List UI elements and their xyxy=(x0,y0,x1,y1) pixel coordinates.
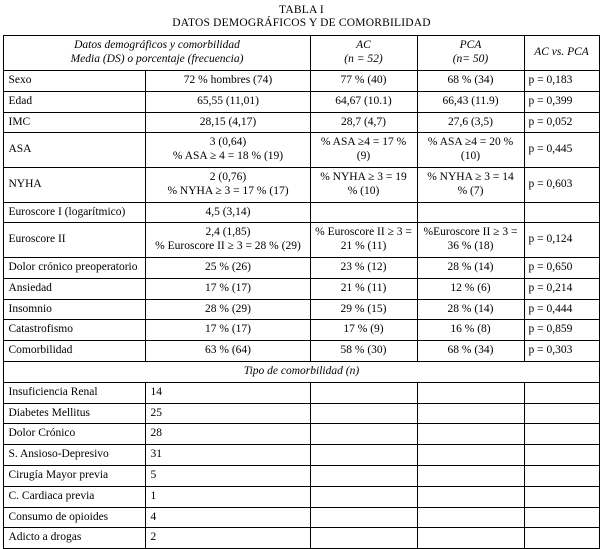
comorb-label-consumo-opioides: Consumo de opioides xyxy=(4,507,146,528)
cell-asa-ac: % ASA ≥4 = 17 % (9) xyxy=(310,133,417,168)
table-row xyxy=(4,320,599,341)
header-ac-line2: (n = 52) xyxy=(344,53,383,66)
spacer-cell xyxy=(524,382,599,403)
table-row xyxy=(4,507,599,528)
cell-insomnio-total: 28 % (29) xyxy=(146,299,310,320)
cell-imc-p: p = 0,052 xyxy=(524,112,599,133)
cell-imc-pca: 27,6 (3,5) xyxy=(417,112,524,133)
comorb-label-dolor-cronico: Dolor Crónico xyxy=(4,424,146,445)
spacer-cell xyxy=(310,382,417,403)
comorb-value-adicto-drogas: 2 xyxy=(146,528,310,549)
header-ac-line1: AC xyxy=(356,39,371,52)
table-row xyxy=(4,223,599,258)
comorb-label-insuficiencia-renal: Insuficiencia Renal xyxy=(4,382,146,403)
spacer-cell xyxy=(524,424,599,445)
comorb-value-cardiaca-previa: 1 xyxy=(146,486,310,507)
row-label-insomnio: Insomnio xyxy=(4,299,146,320)
header-comparison: AC vs. PCA xyxy=(524,36,599,71)
row-label-ansiedad: Ansiedad xyxy=(4,278,146,299)
table-caption: DATOS DEMOGRÁFICOS Y DE COMORBILIDAD xyxy=(172,17,431,30)
table-row xyxy=(4,168,599,203)
cell-comorbilidad-p: p = 0,303 xyxy=(524,341,599,362)
cell-euroscore1-total: 4,5 (3,14) xyxy=(146,202,310,223)
comorb-value-ansioso-depresivo: 31 xyxy=(146,445,310,466)
table-row xyxy=(4,71,599,92)
cell-insomnio-pca: 28 % (14) xyxy=(417,299,524,320)
cell-dolor-total: 25 % (26) xyxy=(146,258,310,279)
comorb-label-adicto-drogas: Adicto a drogas xyxy=(4,528,146,549)
cell-ansiedad-pca: 12 % (6) xyxy=(417,278,524,299)
cell-comorbilidad-pca: 68 % (34) xyxy=(417,341,524,362)
comorb-label-cardiaca-previa: C. Cardiaca previa xyxy=(4,486,146,507)
cell-sexo-p: p = 0,183 xyxy=(524,71,599,92)
row-label-catastrofismo: Catastrofismo xyxy=(4,320,146,341)
cell-insomnio-ac: 29 % (15) xyxy=(310,299,417,320)
cell-edad-ac: 64,67 (10.1) xyxy=(310,91,417,112)
cell-comorbilidad-total: 63 % (64) xyxy=(146,341,310,362)
cell-nyha-ac: % NYHA ≥ 3 = 19 % (10) xyxy=(310,168,417,203)
cell-comorbilidad-ac: 58 % (30) xyxy=(310,341,417,362)
row-label-asa: ASA xyxy=(4,133,146,168)
cell-nyha-total-line1: 2 (0,76) xyxy=(209,171,247,184)
spacer-cell xyxy=(310,465,417,486)
cell-euroscore2-p: p = 0,124 xyxy=(524,223,599,258)
table-row xyxy=(4,278,599,299)
spacer-cell xyxy=(417,465,524,486)
table-number: TABLA I xyxy=(279,4,324,16)
cell-catastrofismo-total: 17 % (17) xyxy=(146,320,310,341)
spacer-cell xyxy=(417,445,524,466)
spacer-cell xyxy=(524,528,599,549)
header-ac xyxy=(310,36,417,71)
spacer-cell xyxy=(310,507,417,528)
spacer-cell xyxy=(524,465,599,486)
comorb-value-consumo-opioides: 4 xyxy=(146,507,310,528)
table-row xyxy=(4,403,599,424)
header-demographics-line2: Media (DS) o porcentaje (frecuencia) xyxy=(70,53,244,66)
comorb-label-ansioso-depresivo: S. Ansioso-Depresivo xyxy=(4,445,146,466)
comorb-value-diabetes-mellitus: 25 xyxy=(146,403,310,424)
cell-edad-pca: 66,43 (11.9) xyxy=(417,91,524,112)
cell-asa-pca: % ASA ≥4 = 20 % (10) xyxy=(417,133,524,168)
cell-ansiedad-ac: 21 % (11) xyxy=(310,278,417,299)
header-demographics-line1: Datos demográficos y comorbilidad xyxy=(74,39,240,52)
spacer-cell xyxy=(417,424,524,445)
cell-imc-total: 28,15 (4,17) xyxy=(146,112,310,133)
spacer-cell xyxy=(524,507,599,528)
table-row xyxy=(4,133,599,168)
cell-sexo-ac: 77 % (40) xyxy=(310,71,417,92)
cell-dolor-ac: 23 % (12) xyxy=(310,258,417,279)
cell-dolor-pca: 28 % (14) xyxy=(417,258,524,279)
comorbidity-section-header xyxy=(4,361,599,382)
row-label-euroscore2: Euroscore II xyxy=(4,223,146,258)
comorb-value-cirugia-mayor-previa: 5 xyxy=(146,465,310,486)
table-row xyxy=(4,486,599,507)
cell-asa-total-line2: % ASA ≥ 4 = 18 % (19) xyxy=(172,150,284,163)
cell-sexo-total: 72 % hombres (74) xyxy=(146,71,310,92)
cell-imc-ac: 28,7 (4,7) xyxy=(310,112,417,133)
spacer-cell xyxy=(310,528,417,549)
demographics-table xyxy=(3,35,599,549)
spacer-cell xyxy=(417,382,524,403)
header-pca-line2: (n= 50) xyxy=(452,53,489,66)
table-row xyxy=(4,424,599,445)
table-row xyxy=(4,465,599,486)
row-label-comorbilidad: Comorbilidad xyxy=(4,341,146,362)
cell-asa-total xyxy=(146,133,310,168)
cell-catastrofismo-pca: 16 % (8) xyxy=(417,320,524,341)
cell-euroscore2-pca: %Euroscore II ≥ 3 = 36 % (18) xyxy=(417,223,524,258)
comorb-label-cirugia-mayor-previa: Cirugía Mayor previa xyxy=(4,465,146,486)
spacer-cell xyxy=(417,486,524,507)
table-row xyxy=(4,202,599,223)
cell-edad-p: p = 0,399 xyxy=(524,91,599,112)
table-row xyxy=(4,91,599,112)
table-row xyxy=(4,382,599,403)
cell-nyha-p: p = 0,603 xyxy=(524,168,599,203)
row-label-dolor-cronico: Dolor crónico preoperatorio xyxy=(4,258,146,279)
comorb-value-dolor-cronico: 28 xyxy=(146,424,310,445)
table-row xyxy=(4,112,599,133)
cell-sexo-pca: 68 % (34) xyxy=(417,71,524,92)
cell-euroscore2-total-line1: 2,4 (1,85) xyxy=(205,226,251,239)
cell-ansiedad-total: 17 % (17) xyxy=(146,278,310,299)
spacer-cell xyxy=(417,528,524,549)
cell-catastrofismo-ac: 17 % (9) xyxy=(310,320,417,341)
row-label-euroscore1: Euroscore I (logarítmico) xyxy=(4,202,146,223)
table-row xyxy=(4,445,599,466)
cell-euroscore2-total xyxy=(146,223,310,258)
table-row xyxy=(4,341,599,362)
table-row xyxy=(4,258,599,279)
spacer-cell xyxy=(524,445,599,466)
comorb-label-diabetes-mellitus: Diabetes Mellitus xyxy=(4,403,146,424)
cell-insomnio-p: p = 0,444 xyxy=(524,299,599,320)
cell-catastrofismo-p: p = 0,859 xyxy=(524,320,599,341)
spacer-cell xyxy=(310,424,417,445)
cell-nyha-total xyxy=(146,168,310,203)
cell-edad-total: 65,55 (11,01) xyxy=(146,91,310,112)
cell-nyha-total-line2: % NYHA ≥ 3 = 17 % (17) xyxy=(167,184,289,197)
row-label-sexo: Sexo xyxy=(4,71,146,92)
cell-asa-total-line1: 3 (0,64) xyxy=(209,136,247,149)
cell-euroscore1-pca xyxy=(417,202,524,223)
comorbidity-section-title: Tipo de comorbilidad (n) xyxy=(4,361,599,382)
header-demographics xyxy=(4,36,310,71)
cell-euroscore2-total-line2: % Euroscore II ≥ 3 = 28 % (29) xyxy=(155,240,301,253)
row-label-imc: IMC xyxy=(4,112,146,133)
header-pca xyxy=(417,36,524,71)
spacer-cell xyxy=(524,403,599,424)
table-title-block xyxy=(0,0,603,30)
cell-nyha-pca: % NYHA ≥ 3 = 14 % (7) xyxy=(417,168,524,203)
spacer-cell xyxy=(417,507,524,528)
spacer-cell xyxy=(417,403,524,424)
spacer-cell xyxy=(310,445,417,466)
spacer-cell xyxy=(310,486,417,507)
row-label-nyha: NYHA xyxy=(4,168,146,203)
table-row xyxy=(4,299,599,320)
cell-euroscore2-ac: % Euroscore II ≥ 3 = 21 % (11) xyxy=(310,223,417,258)
spacer-cell xyxy=(310,403,417,424)
spacer-cell xyxy=(524,486,599,507)
cell-euroscore1-ac xyxy=(310,202,417,223)
cell-dolor-p: p = 0,650 xyxy=(524,258,599,279)
cell-euroscore1-p xyxy=(524,202,599,223)
header-pca-line1: PCA xyxy=(459,39,482,52)
table-row xyxy=(4,528,599,549)
comorb-value-insuficiencia-renal: 14 xyxy=(146,382,310,403)
row-label-edad: Edad xyxy=(4,91,146,112)
cell-ansiedad-p: p = 0,214 xyxy=(524,278,599,299)
cell-asa-p: p = 0,445 xyxy=(524,133,599,168)
table-header-row xyxy=(4,36,599,71)
